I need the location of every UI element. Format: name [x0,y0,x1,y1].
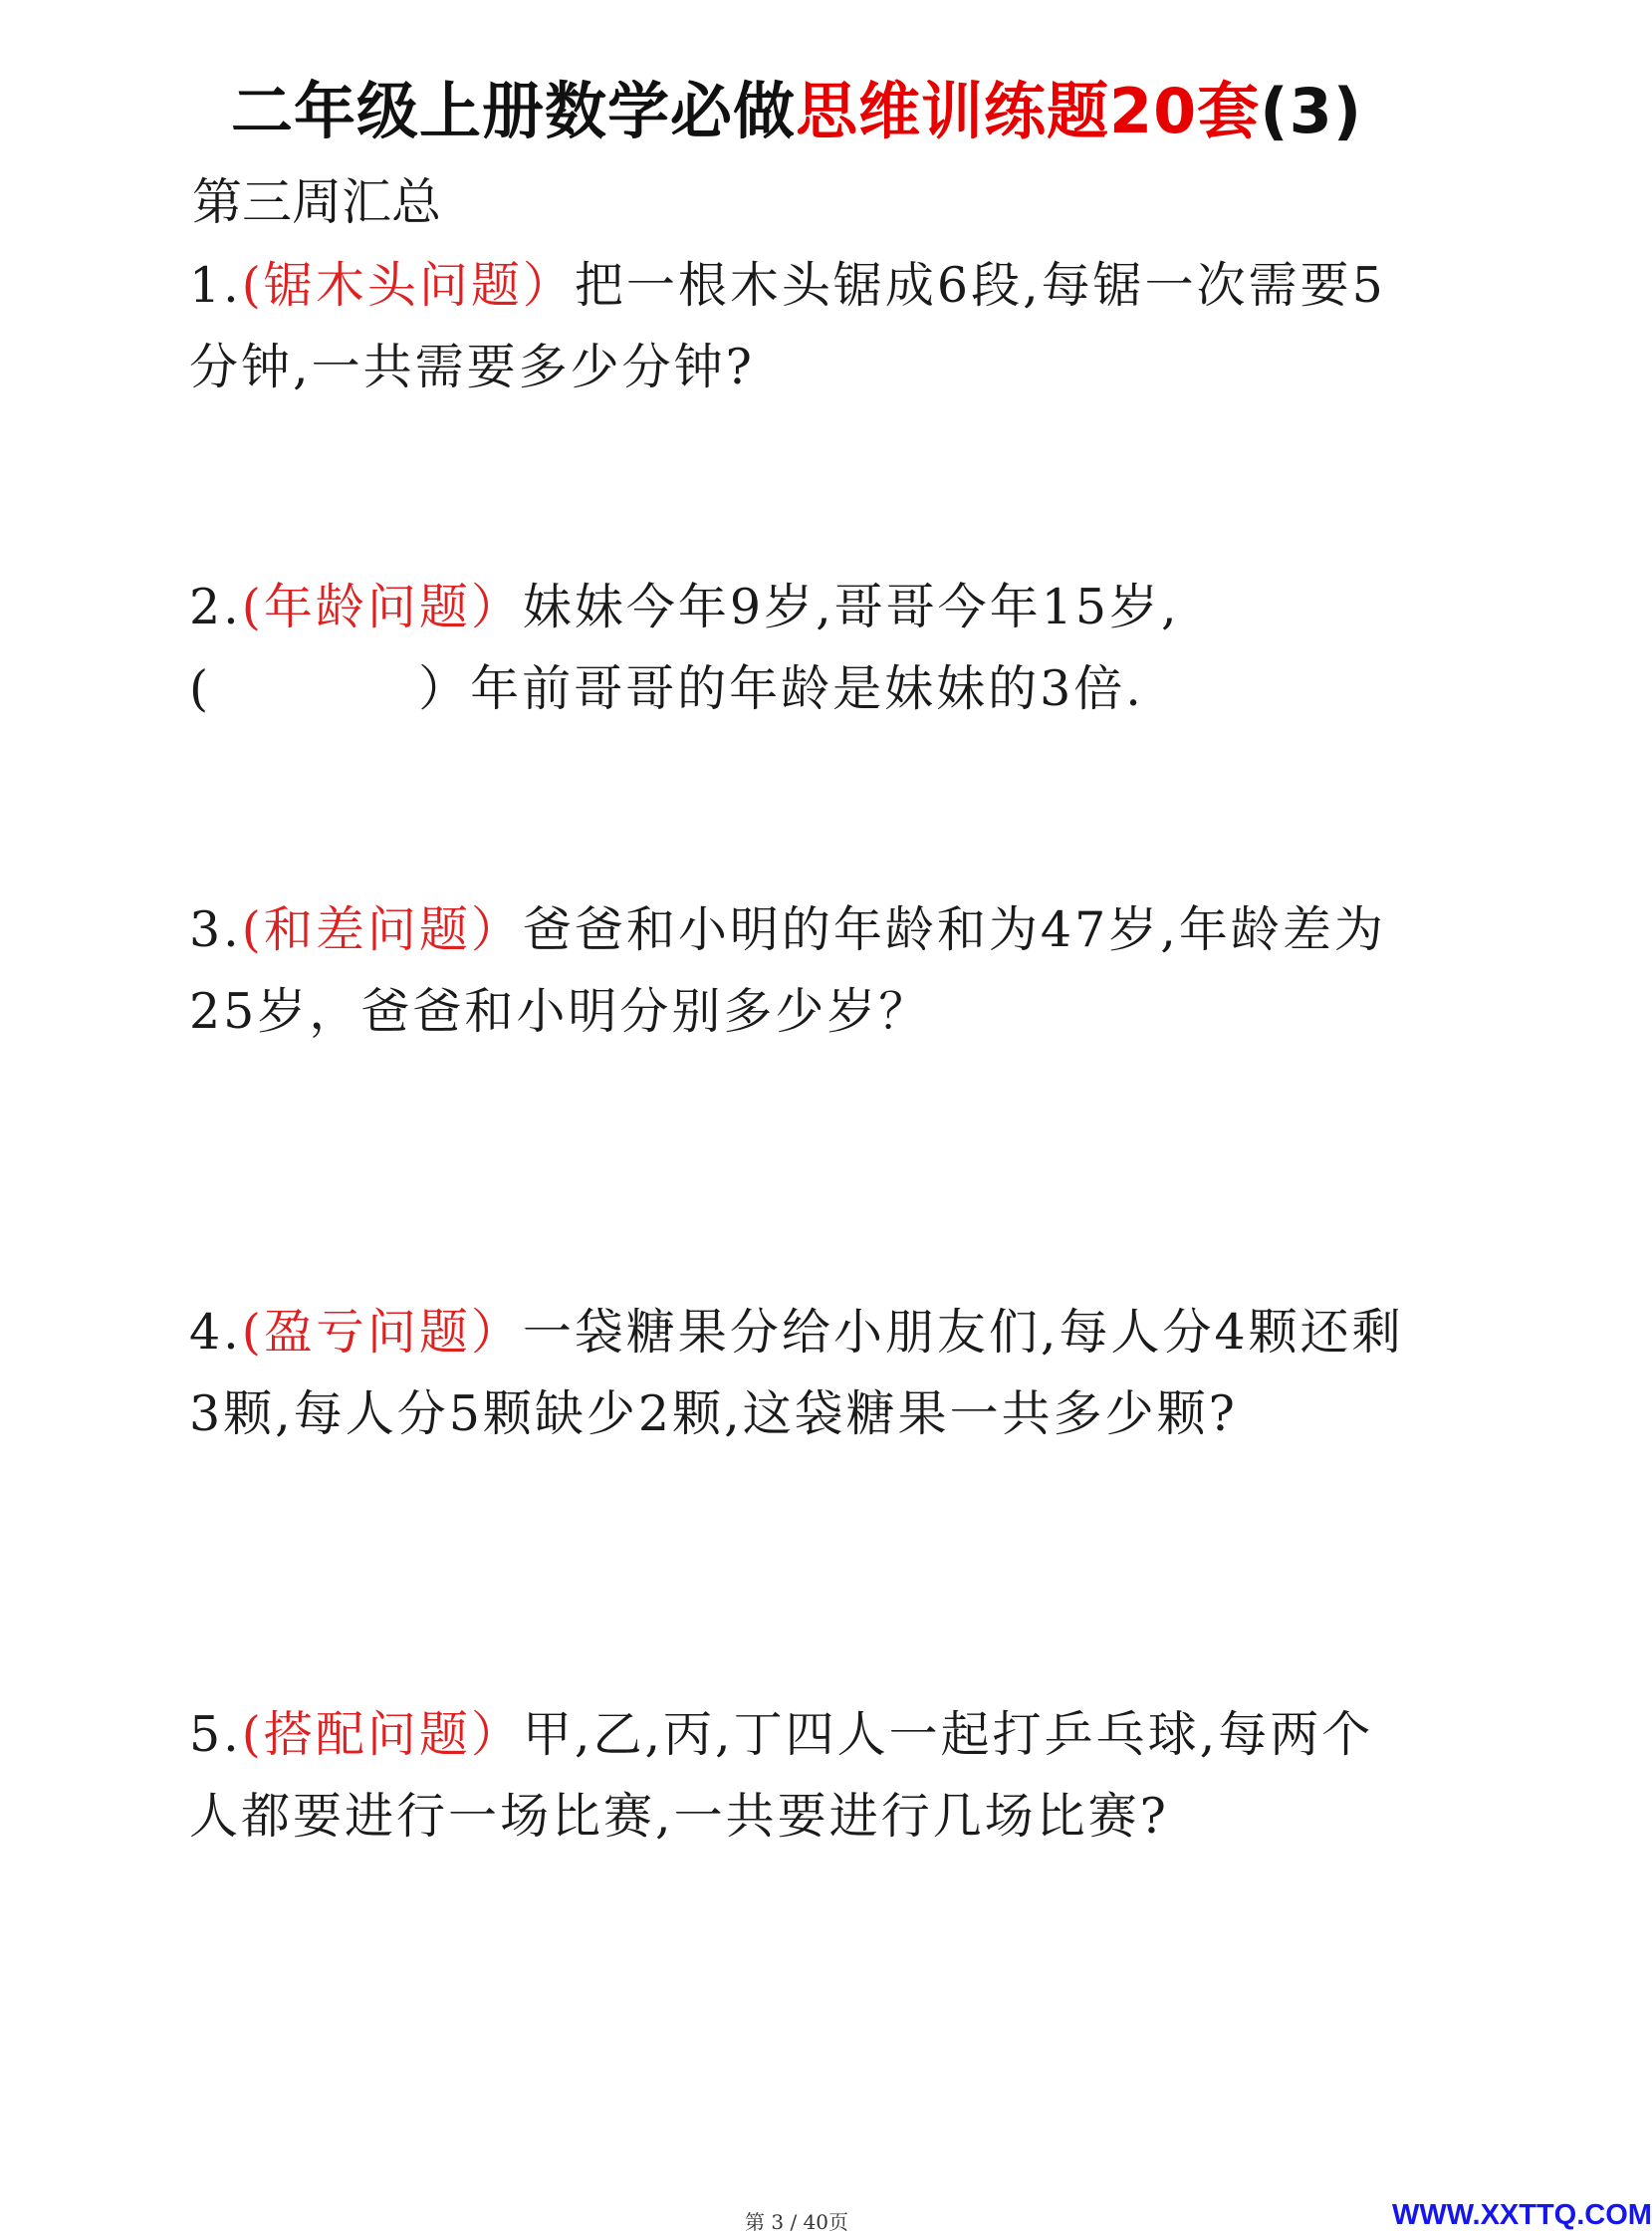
page-title [0,72,1593,151]
section-subtitle: 第三周汇总 [192,173,441,231]
question-text: 一袋糖果分给小朋友们,每人分4颗还剩3颗,每人分5颗缺少2颗,这袋糖果一共多少颗? [189,1304,1404,1442]
question-2 [189,567,1424,730]
question-number: 2. [189,579,242,635]
question-type: (锯木头问题） [241,257,575,314]
question-3 [189,889,1424,1053]
question-1 [189,245,1424,408]
question-text: 甲,乙,丙,丁四人一起打乒乓球,每两个人都要进行一场比赛,一共要进行几场比赛? [189,1706,1374,1845]
question-type: (盈亏问题） [241,1304,523,1361]
question-type: (年龄问题） [241,579,523,635]
question-type: (和差问题） [241,901,523,958]
question-text: 爸爸和小明的年龄和为47岁,年龄差为25岁，爸爸和小明分别多少岁？ [189,901,1386,1040]
question-number: 4. [189,1304,242,1361]
title-black-part: 二年级上册数学必做 [230,75,796,147]
question-4 [189,1292,1424,1455]
question-number: 1. [189,257,242,314]
page-indicator: 第 3 / 40页 [745,2210,848,2234]
question-5 [189,1694,1424,1858]
title-suffix: (3) [1260,75,1363,147]
question-number: 5. [189,1706,242,1763]
question-text: 妹妹今年9岁,哥哥今年15岁,( ）年前哥哥的年龄是妹妹的3倍. [189,579,1180,717]
question-type: (搭配问题） [241,1706,523,1763]
question-text: 把一根木头锯成6段,每锯一次需要5分钟,一共需要多少分钟? [189,257,1386,395]
question-number: 3. [189,901,242,958]
title-red-part: 思维训练题20套 [795,75,1261,147]
site-watermark: WWW.XXTTQ.COM [1392,2199,1652,2231]
